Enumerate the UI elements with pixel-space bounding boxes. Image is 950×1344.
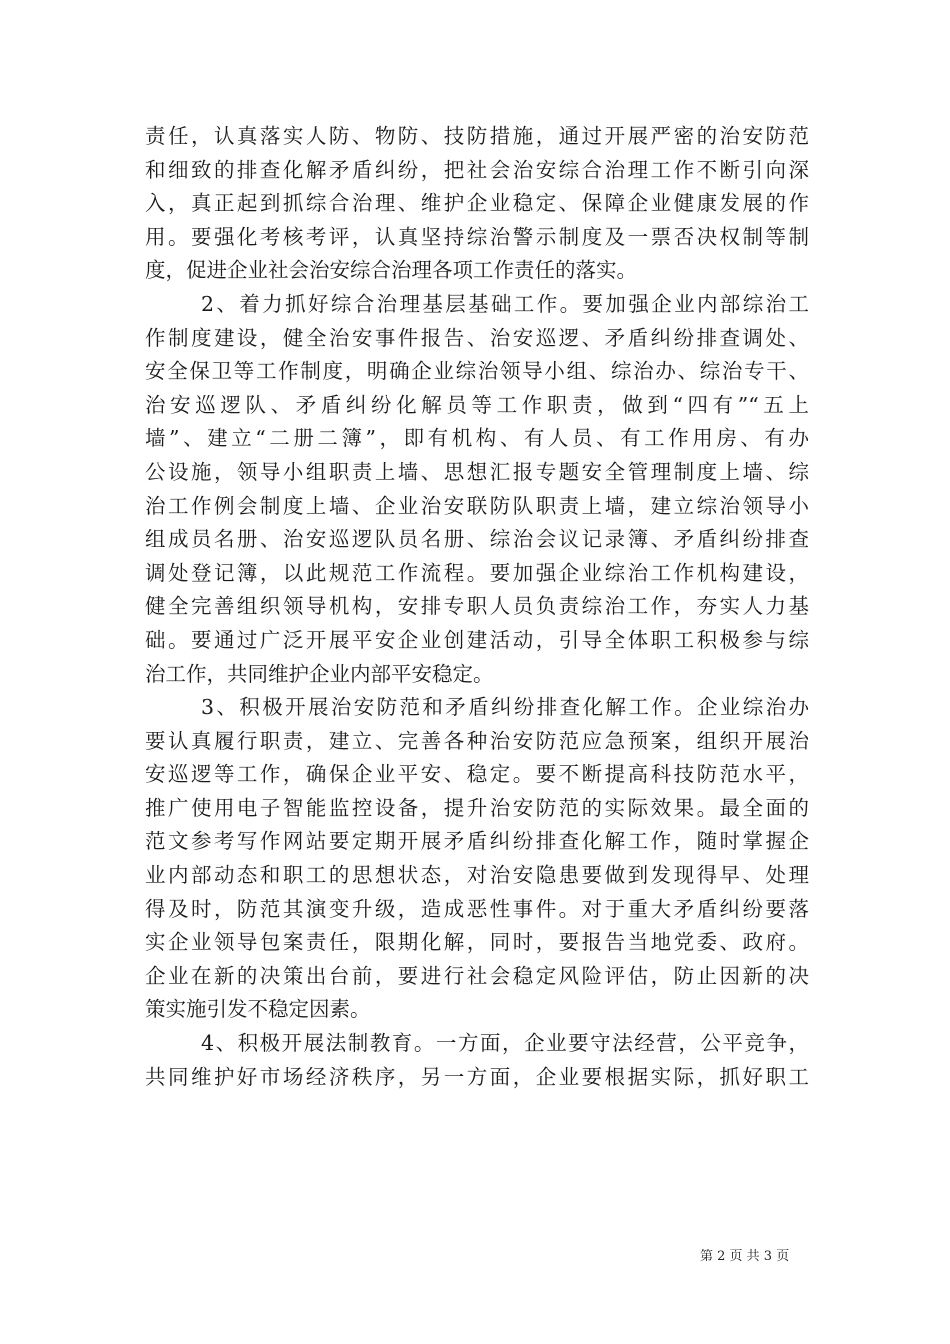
- text-line: 2、着力抓好综合治理基层基础工作。要加强企业内部综治工: [201, 291, 809, 316]
- text-line: 调处登记簿，以此规范工作流程。要加强企业综治工作机构建设，: [145, 560, 809, 585]
- text-line: 治安巡逻队、矛盾纠纷化解员等工作职责，做到“四有”“五上: [145, 392, 809, 417]
- text-line: 策实施引发不稳定因素。: [145, 997, 371, 1022]
- text-line: 共同维护好市场经济秩序，另一方面，企业要根据实际，抓好职工: [145, 1064, 809, 1089]
- text-line: 要认真履行职责，建立、完善各种治安防范应急预案，组织开展治: [145, 728, 809, 753]
- text-line: 责任，认真落实人防、物防、技防措施，通过开展严密的治安防范: [145, 124, 809, 148]
- text-line: 用。要强化考核考评，认真坚持综治警示制度及一票否决权制等制: [145, 224, 809, 249]
- text-line: 企业在新的决策出台前，要进行社会稳定风险评估，防止因新的决: [145, 963, 809, 988]
- text-line: 安巡逻等工作，确保企业平安、稳定。要不断提高科技防范水平，: [145, 762, 809, 787]
- text-line: 入，真正起到抓综合治理、维护企业稳定、保障企业健康发展的作: [145, 191, 809, 216]
- document-body: [145, 120, 809, 1094]
- text-line: 4、积极开展法制教育。一方面，企业要守法经营，公平竞争，: [201, 1031, 809, 1056]
- text-line: 实企业领导包案责任，限期化解，同时，要报告当地党委、政府。: [145, 930, 809, 955]
- text-line: 推广使用电子智能监控设备，提升治安防范的实际效果。最全面的: [145, 795, 809, 820]
- text-line: 得及时，防范其演变升级，造成恶性事件。对于重大矛盾纠纷要落: [145, 896, 809, 921]
- text-line: 础。要通过广泛开展平安企业创建活动，引导全体职工积极参与综: [145, 627, 809, 652]
- text-line: 作制度建设，健全治安事件报告、治安巡逻、矛盾纠纷排查调处、: [145, 325, 809, 350]
- text-line: 3、积极开展治安防范和矛盾纠纷排查化解工作。企业综治办: [201, 695, 809, 720]
- text-line: 范文参考写作网站要定期开展矛盾纠纷排查化解工作，随时掌握企: [145, 829, 809, 854]
- text-line: 治工作，共同维护企业内部平安稳定。: [145, 661, 494, 686]
- text-line: 度，促进企业社会治安综合治理各项工作责任的落实。: [145, 258, 637, 283]
- text-line: 公设施，领导小组职责上墙、思想汇报专题安全管理制度上墙、综: [145, 459, 809, 484]
- page-number-footer: 第 2 页 共 3 页: [700, 1249, 790, 1264]
- text-line: 健全完善组织领导机构，安排专职人员负责综治工作，夯实人力基: [145, 594, 809, 619]
- text-line: 和细致的排查化解矛盾纠纷，把社会治安综合治理工作不断引向深: [145, 157, 809, 182]
- text-line: 治工作例会制度上墙、企业治安联防队职责上墙，建立综治领导小: [145, 493, 809, 518]
- text-line: 组成员名册、治安巡逻队员名册、综治会议记录簿、矛盾纠纷排查: [145, 527, 809, 552]
- text-line: 安全保卫等工作制度，明确企业综治领导小组、综治办、综治专干、: [145, 359, 809, 384]
- text-line: 墙”、建立“二册二簿”，即有机构、有人员、有工作用房、有办: [145, 426, 809, 451]
- text-line: 业内部动态和职工的思想状态，对治安隐患要做到发现得早、处理: [145, 863, 809, 888]
